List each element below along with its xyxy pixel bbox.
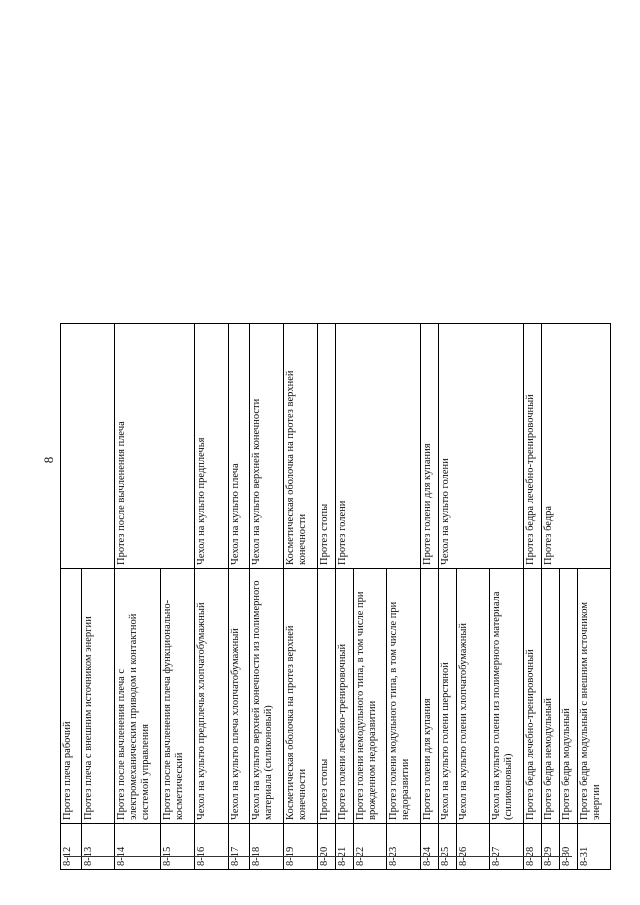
code-cell: 8-15 (161, 824, 195, 870)
code-cell: 8-21 (336, 824, 354, 870)
code-cell: 8-25 (439, 824, 457, 870)
related-cell: Протез голени для купания (421, 324, 439, 569)
code-cell: 8-12 (61, 824, 82, 870)
name-cell: Протез после вычленения плеча с электромеханическим приводом и контактной системой управления (115, 569, 161, 824)
code-cell: 8-31 (578, 824, 611, 870)
code-cell: 8-19 (284, 824, 318, 870)
related-cell: Чехол на культю предплечья (195, 324, 229, 569)
related-cell: Протез стопы (318, 324, 336, 569)
code-cell: 8-24 (421, 824, 439, 870)
name-cell: Чехол на культю верхней конечности из полимерного материала (силиконовый) (250, 569, 284, 824)
table-body (61, 324, 611, 870)
code-cell: 8-23 (387, 824, 421, 870)
name-cell: Протез плеча с внешним источником энергии (82, 569, 115, 824)
rotated-table-wrapper (60, 324, 603, 870)
code-cell: 8-16 (195, 824, 229, 870)
name-cell: Протез бедра немодульный (542, 569, 560, 824)
name-cell: Протез после вычленения плеча функционально-косметический (161, 569, 195, 824)
related-cell: Протез бедра лечебно-тренировочный (524, 324, 542, 569)
name-cell: Чехол на культю голени шерстяной (439, 569, 457, 824)
name-cell: Протез плеча рабочий (61, 569, 82, 824)
table-row (61, 324, 82, 870)
code-cell: 8-27 (490, 824, 524, 870)
name-cell: Протез голени лечебно-тренировочный (336, 569, 354, 824)
table-row (318, 324, 336, 870)
related-cell: Чехол на культю голени (439, 324, 524, 569)
name-cell: Протез бедра модульный с внешним источником энергии (578, 569, 611, 824)
code-cell: 8-30 (560, 824, 578, 870)
code-cell: 8-13 (82, 824, 115, 870)
code-cell: 8-14 (115, 824, 161, 870)
related-cell: Протез бедра (542, 324, 611, 569)
table-row (524, 324, 542, 870)
name-cell: Чехол на культю предплечья хлопчатобумажный (195, 569, 229, 824)
table-row (250, 324, 284, 870)
code-cell: 8-29 (542, 824, 560, 870)
table-row (542, 324, 560, 870)
name-cell: Протез голени немодульного типа, в том числе при врожденном недоразвитии (354, 569, 387, 824)
related-cell: Чехол на культю верхней конечности (250, 324, 284, 569)
name-cell: Протез голени для купания (421, 569, 439, 824)
code-cell: 8-22 (354, 824, 387, 870)
name-cell: Протез бедра модульный (560, 569, 578, 824)
table-row (195, 324, 229, 870)
name-cell: Косметическая оболочка на протез верхней конечности (284, 569, 318, 824)
table-row (421, 324, 439, 870)
table-row (284, 324, 318, 870)
name-cell: Чехол на культю голени из полимерного материала (силиконовый) (490, 569, 524, 824)
table-row (439, 324, 457, 870)
prosthetics-table (60, 323, 611, 870)
name-cell: Чехол на культю голени хлопчатобумажный (457, 569, 490, 824)
code-cell: 8-17 (229, 824, 250, 870)
table-row (336, 324, 354, 870)
name-cell: Протез стопы (318, 569, 336, 824)
code-cell: 8-28 (524, 824, 542, 870)
name-cell: Протез бедра лечебно-тренировочный (524, 569, 542, 824)
name-cell: Протез голени модульного типа, в том числе при недоразвитии (387, 569, 421, 824)
related-cell: Протез голени (336, 324, 421, 569)
related-cell (61, 324, 115, 569)
name-cell: Чехол на культю плеча хлопчатобумажный (229, 569, 250, 824)
table-row (115, 324, 161, 870)
related-cell: Протез после вычленения плеча (115, 324, 195, 569)
related-cell: Чехол на культю плеча (229, 324, 250, 569)
related-cell: Косметическая оболочка на протез верхней конечности (284, 324, 318, 569)
code-cell: 8-20 (318, 824, 336, 870)
page-number: 8 (41, 456, 56, 464)
bottom-rule-line (64, 856, 572, 857)
code-cell: 8-26 (457, 824, 490, 870)
table-row (229, 324, 250, 870)
code-cell: 8-18 (250, 824, 284, 870)
